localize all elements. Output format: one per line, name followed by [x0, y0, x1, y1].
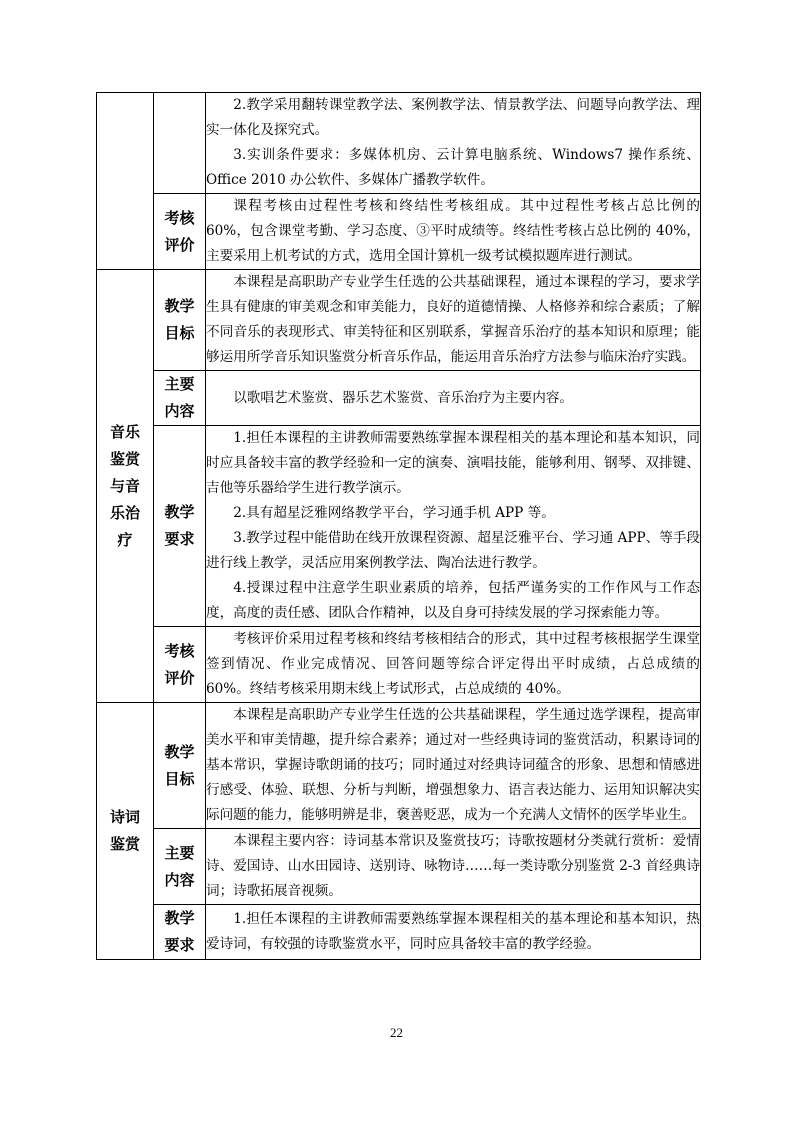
section-label-line: 教学 — [164, 503, 195, 521]
content-paragraph: 考核评价采用过程考核和终结考核相结合的形式，其中过程考核根据学生课堂签到情况、作业完成情况、回答问题等综合评定得出平时成绩，占总成绩的 60%。终结考核采用期末线上考试形式，占总成绩的 40%。 — [206, 631, 700, 697]
section-label-line: 考核 — [164, 641, 195, 660]
course-name-line: 疗 — [117, 530, 133, 549]
section-content-cell — [206, 703, 701, 829]
section-label-line: 要求 — [164, 936, 195, 954]
course-name-cell — [97, 703, 154, 960]
section-label-cell — [154, 627, 206, 703]
section-label-line: 教学 — [164, 297, 195, 315]
section-content-cell — [206, 829, 701, 905]
section-label-line: 教学 — [164, 742, 195, 761]
section-content-cell — [206, 194, 701, 270]
page-number: 22 — [390, 1025, 403, 1040]
section-label-line: 内容 — [164, 402, 195, 420]
content-paragraph: 3.实训条件要求：多媒体机房、云计算电脑系统、Windows7 操作系统、Office 2010 办公软件、多媒体广播教学软件。 — [206, 147, 700, 188]
table-row — [97, 905, 701, 960]
course-name-line: 鉴赏 — [109, 835, 140, 853]
table-row — [97, 703, 701, 829]
content-paragraph: 2.具有超星泛雅网络教学平台，学习通手机 APP 等。 — [233, 505, 555, 521]
course-table-body — [97, 93, 701, 960]
content-paragraph: 1.担任本课程的主讲教师需要熟练掌握本课程相关的基本理论和基本知识，热爱诗词，有较强的诗歌鉴赏水平，同时应具备较丰富的教学经验。 — [206, 911, 700, 952]
course-name-line: 乐治 — [109, 503, 140, 522]
section-label-line: 要求 — [164, 530, 195, 548]
section-content-cell — [206, 270, 701, 371]
section-label-cell — [154, 93, 206, 194]
course-name-line: 音乐 — [109, 422, 140, 441]
section-label-line: 评价 — [164, 235, 195, 254]
table-row — [97, 93, 701, 194]
section-content-cell — [206, 627, 701, 703]
section-label-cell — [154, 829, 206, 905]
section-label-cell — [154, 703, 206, 829]
content-paragraph: 本课程主要内容：诗词基本常识及鉴赏技巧；诗歌按题材分类就行赏析：爱情诗、爱国诗、山水田园诗、送别诗、咏物诗……每一类诗歌分别鉴赏 2-3 首经典诗词；诗歌拓展音视频。 — [206, 833, 700, 899]
course-name-line: 与音 — [109, 476, 140, 495]
section-label-line: 目标 — [164, 769, 195, 788]
content-paragraph: 本课程是高职助产专业学生任选的公共基础课程，通过本课程的学习，要求学生具有健康的审美观念和审美能力，良好的道德情操、人格修养和综合素质；了解不同音乐的表现形式、审美特征和区别联系，掌握音乐治疗的基本知识和原理；能够运用所学音乐知识鉴赏分析音乐作品，能运用音乐治疗方法参与临床治疗实践。 — [206, 274, 700, 365]
table-row — [97, 194, 701, 270]
table-row — [97, 829, 701, 905]
section-content-cell — [206, 371, 701, 426]
section-label-line: 内容 — [164, 870, 195, 889]
content-paragraph: 3.教学过程中能借助在线开放课程资源、超星泛雅平台、学习通 APP、等手段进行线上教学，灵活应用案例教学法、陶冶法进行教学。 — [206, 530, 700, 571]
section-label-line: 主要 — [164, 843, 195, 862]
course-name-cell — [97, 270, 154, 703]
section-content-cell — [206, 93, 701, 194]
content-paragraph: 以歌唱艺术鉴赏、器乐艺术鉴赏、音乐治疗为主要内容。 — [233, 389, 574, 406]
section-label-line: 考核 — [164, 208, 195, 227]
content-paragraph: 2.教学采用翻转课堂教学法、案例教学法、情景教学法、问题导向教学法、理实一体化及探究式。 — [206, 97, 700, 138]
content-paragraph: 本课程是高职助产专业学生任选的公共基础课程，学生通过选学课程，提高审美水平和审美情趣，提升综合素养；通过对一些经典诗词的鉴赏活动，积累诗词的基本常识，掌握诗歌朗诵的技巧；同时通过对经典诗词蕴含的形象、思想和情感进行感受、体验、联想、分析与判断，增强想象力、语言表达能力、运用知识解决实际问题的能力，能够明辨是非，褒善贬恶，成为一个充满人文情怀的医学毕业生。 — [206, 707, 700, 823]
table-row — [97, 627, 701, 703]
section-label-line: 目标 — [164, 324, 195, 342]
section-label-line: 教学 — [164, 909, 195, 927]
course-name-line: 诗词 — [109, 808, 140, 826]
section-label-cell — [154, 194, 206, 270]
table-row — [97, 270, 701, 371]
content-paragraph: 1.担任本课程的主讲教师需要熟练掌握本课程相关的基本理论和基本知识，同时应具备较丰富的教学经验和一定的演奏、演唱技能，能够利用、钢琴、双排键、吉他等乐器给学生进行教学演示。 — [206, 430, 700, 496]
section-label-line: 评价 — [164, 668, 195, 687]
section-label-cell — [154, 270, 206, 371]
section-label-line: 主要 — [164, 375, 195, 393]
table-row — [97, 371, 701, 426]
section-label-cell — [154, 426, 206, 627]
section-label-cell — [154, 905, 206, 960]
section-label-cell — [154, 371, 206, 426]
section-content-cell — [206, 426, 701, 627]
course-table — [96, 92, 701, 960]
table-row — [97, 426, 701, 627]
course-name-cell — [97, 93, 154, 270]
course-name-line: 鉴赏 — [109, 449, 140, 468]
section-content-cell — [206, 905, 701, 960]
content-paragraph: 4.授课过程中注意学生职业素质的培养，包括严谨务实的工作作风与工作态度，高度的责任感、团队合作精神，以及自身可持续发展的学习探索能力等。 — [206, 580, 700, 621]
content-paragraph: 课程考核由过程性考核和终结性考核组成。其中过程性考核占总比例的 60%，包含课堂考勤、学习态度、③平时成绩等。终结性考核占总比例的 40%，主要采用上机考试的方式，选用全国计算机一级考试模拟题库进行测试。 — [206, 198, 700, 264]
